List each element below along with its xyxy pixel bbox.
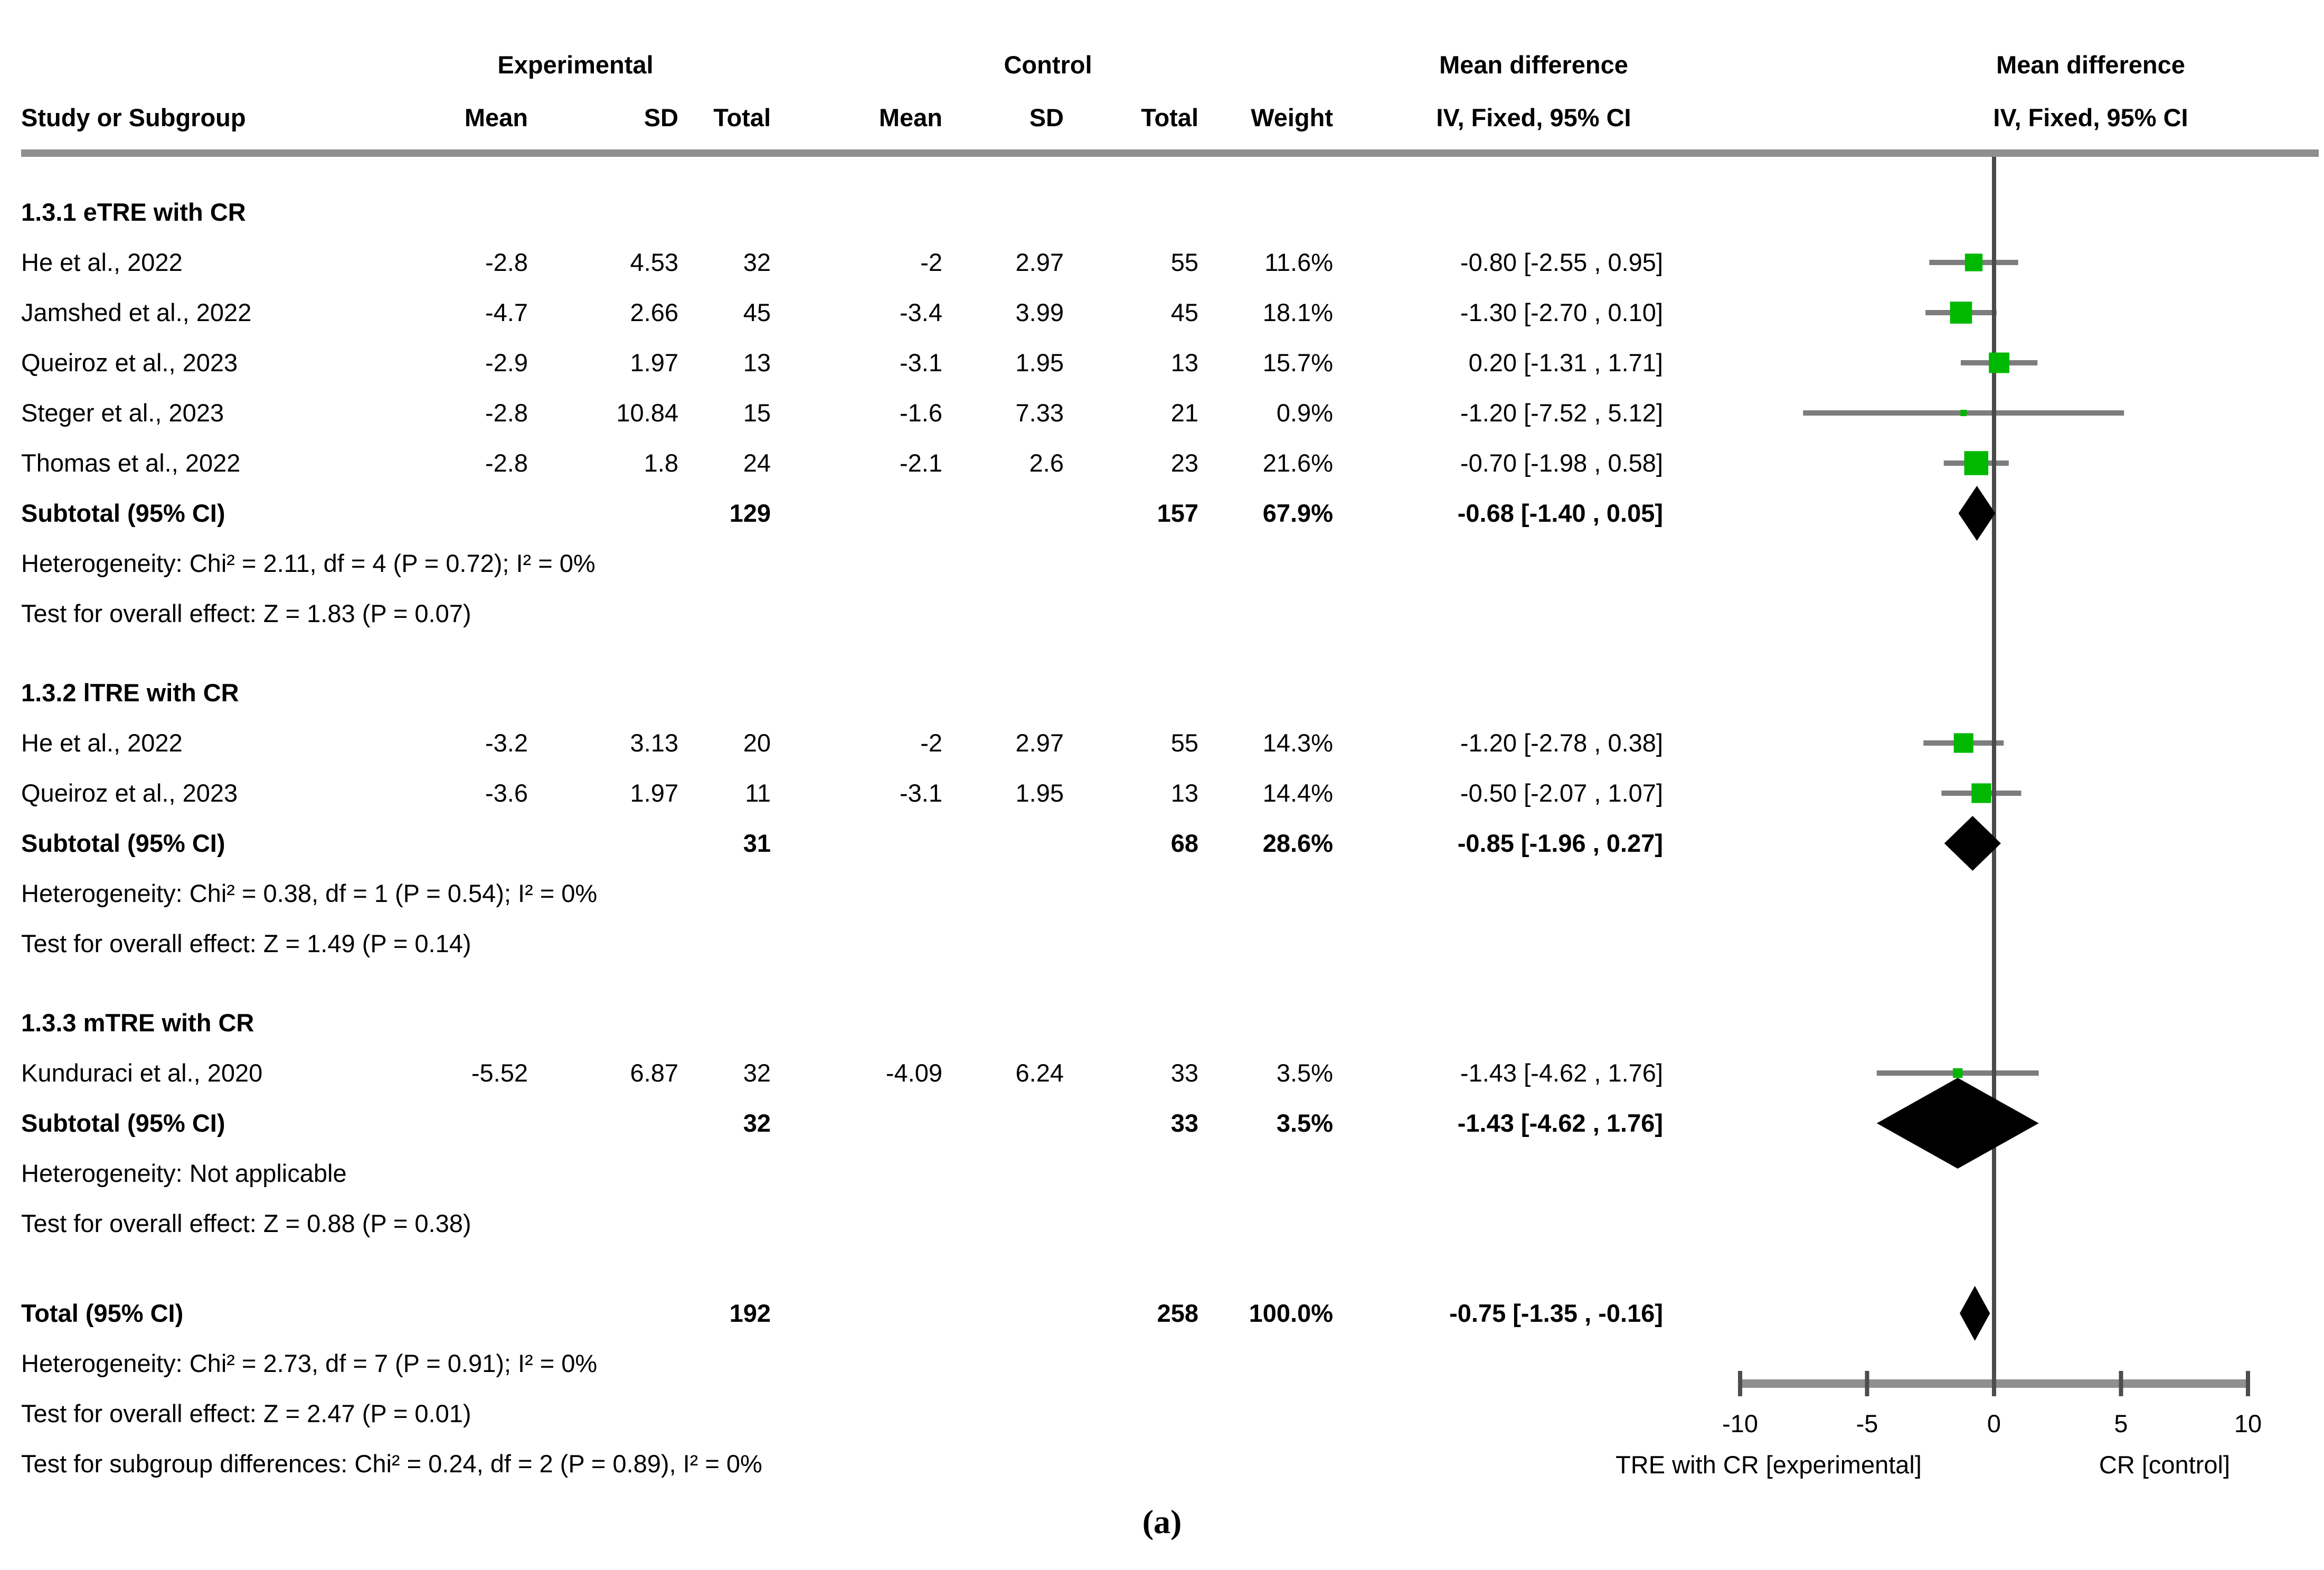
pooled-label: Subtotal (95% CI): [21, 1109, 225, 1137]
subtotal-diamond: [1877, 1078, 2039, 1169]
total-diamond: [1960, 1286, 1990, 1341]
mean-control: -2.1: [900, 449, 942, 477]
overall-effect-row-text: Test for overall effect: Z = 1.49 (P = 0.14): [21, 929, 471, 957]
axis-tick-label: -5: [1856, 1409, 1878, 1437]
axis-label-left: TRE with CR [experimental]: [1616, 1451, 1922, 1479]
total-control: 33: [1170, 1109, 1198, 1137]
total-control: 33: [1170, 1059, 1198, 1087]
weight-value: 28.6%: [1262, 829, 1333, 857]
subgroup-heading-label: 1.3.1 eTRE with CR: [21, 198, 246, 226]
mean-control: -1.6: [900, 399, 942, 427]
total-overall-effect-row-text: Test for overall effect: Z = 2.47 (P = 0.01): [21, 1399, 471, 1427]
column-header-mean-experimental: Mean: [464, 104, 528, 131]
heterogeneity-row-text: Heterogeneity: Not applicable: [21, 1159, 347, 1187]
effect-marker: [1964, 451, 1989, 475]
ci-value: -0.70 [-1.98 , 0.58]: [1460, 449, 1663, 477]
weight-value: 14.4%: [1262, 779, 1333, 807]
ci-value: -0.75 [-1.35 , -0.16]: [1449, 1299, 1663, 1327]
weight-value: 21.6%: [1262, 449, 1333, 477]
total-control: 13: [1170, 349, 1198, 377]
figure-caption: (a): [1142, 1503, 1182, 1540]
weight-value: 3.5%: [1276, 1109, 1333, 1137]
column-header-control-group: Control: [1004, 51, 1092, 79]
study-name: Jamshed et al., 2022: [21, 298, 252, 326]
effect-marker: [1950, 302, 1972, 324]
ci-value: 0.20 [-1.31 , 1.71]: [1468, 349, 1663, 377]
ci-lines-layer: [1803, 262, 2124, 1073]
column-header-ci-plot: IV, Fixed, 95% CI: [1993, 104, 2188, 131]
mean-control: -2: [920, 729, 942, 757]
total-experimental: 32: [743, 1059, 771, 1087]
weight-value: 14.3%: [1262, 729, 1333, 757]
column-header-study: Study or Subgroup: [21, 104, 246, 131]
total-experimental: 11: [745, 779, 771, 807]
total-experimental: 15: [743, 399, 771, 427]
total-experimental: 13: [743, 349, 771, 377]
pooled-label: Subtotal (95% CI): [21, 829, 225, 857]
total-control: 55: [1170, 248, 1198, 276]
study-name: He et al., 2022: [21, 248, 183, 276]
sd-control: 7.33: [1015, 399, 1064, 427]
sd-control: 1.95: [1015, 779, 1064, 807]
total-heterogeneity-row-text: Heterogeneity: Chi² = 2.73, df = 7 (P = 0.91); I² = 0%: [21, 1349, 598, 1377]
ci-value: -1.43 [-4.62 , 1.76]: [1460, 1059, 1663, 1087]
study-name: Queiroz et al., 2023: [21, 349, 238, 377]
pooled-label: Total (95% CI): [21, 1299, 184, 1327]
study-name: Thomas et al., 2022: [21, 449, 241, 477]
sd-control: 2.6: [1029, 449, 1064, 477]
sd-experimental: 10.84: [616, 399, 678, 427]
total-control: 45: [1170, 298, 1198, 326]
mean-control: -4.09: [885, 1059, 942, 1087]
total-control: 157: [1157, 499, 1198, 527]
effect-marker: [1971, 783, 1991, 803]
total-experimental: 32: [743, 248, 771, 276]
overall-effect-row-text: Test for overall effect: Z = 0.88 (P = 0.38): [21, 1209, 471, 1237]
ci-value: -0.68 [-1.40 , 0.05]: [1457, 499, 1663, 527]
mean-experimental: -2.9: [485, 349, 528, 377]
overall-effect-row-text: Test for overall effect: Z = 1.83 (P = 0.07): [21, 599, 471, 627]
ci-value: -1.20 [-7.52 , 5.12]: [1460, 399, 1663, 427]
total-experimental: 192: [729, 1299, 771, 1327]
subgroup-heading-label: 1.3.3 mTRE with CR: [21, 1009, 254, 1037]
ci-value: -0.80 [-2.55 , 0.95]: [1460, 248, 1663, 276]
column-header-weight: Weight: [1251, 104, 1333, 131]
column-header-mean-difference-plot: Mean difference: [1996, 51, 2185, 79]
weight-value: 18.1%: [1262, 298, 1333, 326]
total-experimental: 129: [729, 499, 771, 527]
total-experimental: 20: [743, 729, 771, 757]
effect-marker: [1953, 1068, 1962, 1078]
mean-experimental: -2.8: [485, 449, 528, 477]
mean-control: -3.4: [900, 298, 942, 326]
sd-experimental: 1.97: [630, 779, 678, 807]
weight-value: 3.5%: [1276, 1059, 1333, 1087]
axis-layer: [1616, 1371, 2262, 1479]
mean-experimental: -4.7: [485, 298, 528, 326]
mean-control: -2: [920, 248, 942, 276]
weight-value: 0.9%: [1276, 399, 1333, 427]
column-header-sd-control: SD: [1029, 104, 1064, 131]
sd-experimental: 1.97: [630, 349, 678, 377]
sd-experimental: 1.8: [644, 449, 678, 477]
total-control: 68: [1170, 829, 1198, 857]
effect-marker: [1989, 353, 2009, 373]
column-header-mean-control: Mean: [878, 104, 942, 131]
study-name: Queiroz et al., 2023: [21, 779, 238, 807]
sd-experimental: 4.53: [630, 248, 678, 276]
total-control: 23: [1170, 449, 1198, 477]
sd-control: 6.24: [1015, 1059, 1064, 1087]
ci-value: -1.30 [-2.70 , 0.10]: [1460, 298, 1663, 326]
study-name: He et al., 2022: [21, 729, 183, 757]
study-name: Steger et al., 2023: [21, 399, 224, 427]
total-control: 21: [1170, 399, 1198, 427]
column-header-total-control: Total: [1141, 104, 1198, 131]
column-header-sd-experimental: SD: [644, 104, 678, 131]
ci-value: -1.20 [-2.78 , 0.38]: [1460, 729, 1663, 757]
heterogeneity-row-text: Heterogeneity: Chi² = 0.38, df = 1 (P = 0.54); I² = 0%: [21, 879, 598, 907]
mean-control: -3.1: [900, 779, 942, 807]
axis-tick-label: 0: [1987, 1409, 2001, 1437]
study-name: Kunduraci et al., 2020: [21, 1059, 263, 1087]
effect-marker: [1954, 733, 1973, 753]
total-control: 55: [1170, 729, 1198, 757]
pooled-label: Subtotal (95% CI): [21, 499, 225, 527]
weight-value: 11.6%: [1264, 248, 1333, 276]
sd-experimental: 6.87: [630, 1059, 678, 1087]
total-control: 13: [1170, 779, 1198, 807]
total-experimental: 45: [743, 298, 771, 326]
weight-value: 100.0%: [1249, 1299, 1333, 1327]
mean-experimental: -3.2: [485, 729, 528, 757]
mean-experimental: -5.52: [471, 1059, 528, 1087]
sd-control: 3.99: [1015, 298, 1064, 326]
mean-experimental: -3.6: [485, 779, 528, 807]
axis-label-right: CR [control]: [2099, 1451, 2231, 1479]
column-header-total-experimental: Total: [713, 104, 771, 131]
sd-control: 2.97: [1015, 248, 1064, 276]
sd-control: 2.97: [1015, 729, 1064, 757]
total-control: 258: [1157, 1299, 1198, 1327]
sd-experimental: 3.13: [630, 729, 678, 757]
weight-value: 15.7%: [1262, 349, 1333, 377]
axis-tick-label: 5: [2114, 1409, 2128, 1437]
subgroup-differences-row-text: Test for subgroup differences: Chi² = 0.24, df = 2 (P = 0.89), I² = 0%: [21, 1450, 762, 1478]
subgroup-heading-label: 1.3.2 lTRE with CR: [21, 679, 239, 707]
column-header-mean-difference-text: Mean difference: [1439, 51, 1628, 79]
total-experimental: 32: [743, 1109, 771, 1137]
total-experimental: 31: [743, 829, 771, 857]
mean-experimental: -2.8: [485, 399, 528, 427]
mean-experimental: -2.8: [485, 248, 528, 276]
sd-control: 1.95: [1015, 349, 1064, 377]
ci-value: -1.43 [-4.62 , 1.76]: [1457, 1109, 1663, 1137]
ci-value: -0.85 [-1.96 , 0.27]: [1457, 829, 1663, 857]
heterogeneity-row-text: Heterogeneity: Chi² = 2.11, df = 4 (P = 0.72); I² = 0%: [21, 549, 596, 577]
axis-tick-label: -10: [1722, 1409, 1758, 1437]
effect-marker: [1960, 410, 1967, 416]
column-header-ci-text: IV, Fixed, 95% CI: [1436, 104, 1631, 131]
axis-tick-label: 10: [2234, 1409, 2262, 1437]
sd-experimental: 2.66: [630, 298, 678, 326]
total-experimental: 24: [743, 449, 771, 477]
ci-value: -0.50 [-2.07 , 1.07]: [1460, 779, 1663, 807]
markers-layer: [1877, 253, 2039, 1341]
effect-marker: [1965, 253, 1982, 271]
mean-control: -3.1: [900, 349, 942, 377]
column-header-experimental-group: Experimental: [497, 51, 654, 79]
subtotal-diamond: [1959, 486, 1996, 541]
weight-value: 67.9%: [1262, 499, 1333, 527]
